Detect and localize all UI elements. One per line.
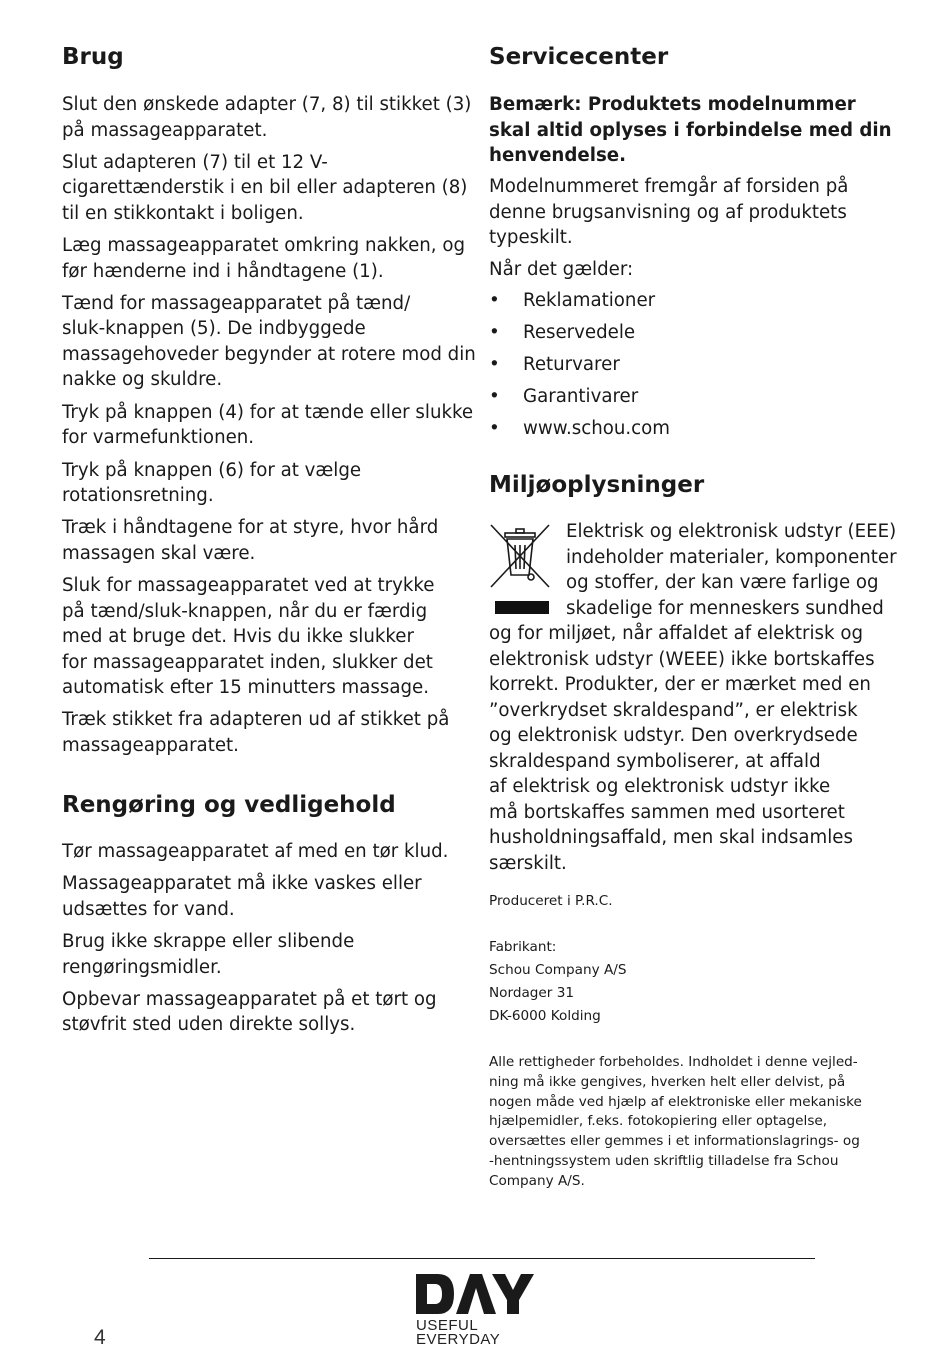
paragraph: Træk i håndtagene for at styre, hvor hård massagen skal være. bbox=[62, 517, 439, 564]
footer-divider bbox=[149, 1258, 815, 1259]
day-logo-icon bbox=[416, 1272, 534, 1316]
paragraph: Slut den ønskede adapter (7, 8) til stikket (3) på massageapparatet. bbox=[62, 94, 472, 141]
section-heading-miljo: Miljøoplysninger bbox=[489, 472, 705, 498]
bullet-icon: • bbox=[489, 290, 500, 311]
page-number: 4 bbox=[94, 1326, 106, 1349]
bullet-icon: • bbox=[489, 418, 500, 439]
logo-tagline-everyday: EVERYDAY bbox=[416, 1331, 501, 1348]
section-heading-servicecenter: Servicecenter bbox=[489, 44, 669, 70]
brand-logo bbox=[416, 1272, 534, 1350]
paragraph: Slut adapteren (7) til et 12 V- cigarettænderstik i en bil eller adapteren (8) til en stikkontakt i boligen. bbox=[62, 151, 468, 224]
paragraph: Tryk på knappen (4) for at tænde eller slukke for varmefunktionen. bbox=[62, 401, 474, 449]
logo-tagline-useful: USEFUL bbox=[416, 1317, 479, 1334]
environment-text: Elektrisk og elektronisk udstyr (EEE) indeholder materialer, komponenter og stoffer, der kan være farlige og skadelige for menneskers sundhed og for miljøet, når affaldet af elektrisk og elektronisk udstyr (WEEE) ikke bortskaffes korrekt. Produkter, der er mærket med en ”overkrydset skraldespand”, er elektrisk og elektronisk udstyr. Den overkrydsede skraldespand symboliserer, at affald af elektrisk og elektronisk udstyr ikke må bortskaffes sammen med usorteret husholdningsaffald, men skal indsamles særskilt. bbox=[489, 521, 897, 874]
bullet-icon: • bbox=[489, 322, 500, 343]
model-number-note: Bemærk: Produktets modelnummer skal altid oplyses i forbindelse med din henvendelse. bbox=[489, 94, 892, 166]
section-heading-rengoring: Rengøring og vedligehold bbox=[62, 792, 396, 818]
manufacturer-address: Fabrikant: Schou Company A/S Nordager 31 DK-6000 Kolding bbox=[489, 939, 627, 1024]
copyright-notice: Alle rettigheder forbeholdes. Indholdet i denne vejled- ning må ikke gengives, hverken helt eller delvist, på nogen måde ved hjælp af elektroniske eller mekaniske hjælpemidler, f.eks. fotokopiering eller optagelse, oversættes eller gemmes i et informationslagrings- og -hentningssystem uden skriftlig tilladelse fra Schou Company A/S. bbox=[489, 1054, 862, 1189]
bullet-icon: • bbox=[489, 386, 500, 407]
when-applies-text: Når det gælder: bbox=[489, 259, 634, 280]
section-heading-brug: Brug bbox=[62, 44, 124, 70]
paragraph: Opbevar massageapparatet på et tørt og støvfrit sted uden direkte sollys. bbox=[62, 988, 437, 1036]
paragraph: Læg massageapparatet omkring nakken, og før hænderne ind i håndtagene (1). bbox=[62, 235, 466, 282]
paragraph: Tør massageapparatet af med en tør klud. bbox=[62, 841, 449, 862]
paragraph: Tryk på knappen (6) for at vælge rotationsretning. bbox=[62, 459, 362, 506]
paragraph: Brug ikke skrappe eller slibende rengøringsmidler. bbox=[62, 931, 355, 978]
bullet-icon: • bbox=[489, 354, 500, 375]
produced-in-text: Produceret i P.R.C. bbox=[489, 893, 613, 909]
model-number-location-text: Modelnummeret fremgår af forsiden på denne brugsanvisning og af produktets typeskilt. bbox=[489, 176, 849, 248]
paragraph: Træk stikket fra adapteren ud af stikket på massageapparatet. bbox=[62, 709, 450, 756]
paragraph: Massageapparatet må ikke vaskes eller udsættes for vand. bbox=[62, 873, 422, 920]
paragraph: Sluk for massageapparatet ved at trykke på tænd/sluk-knappen, når du er færdig med at bruge det. Hvis du ikke slukker for massageapparatet inden, slukker det automatisk efter 15 minutters massage. bbox=[62, 575, 435, 699]
paragraph: Tænd for massageapparatet på tænd/ sluk-knappen (5). De indbyggede massagehoveder begynder at rotere mod din nakke og skuldre. bbox=[62, 292, 476, 391]
